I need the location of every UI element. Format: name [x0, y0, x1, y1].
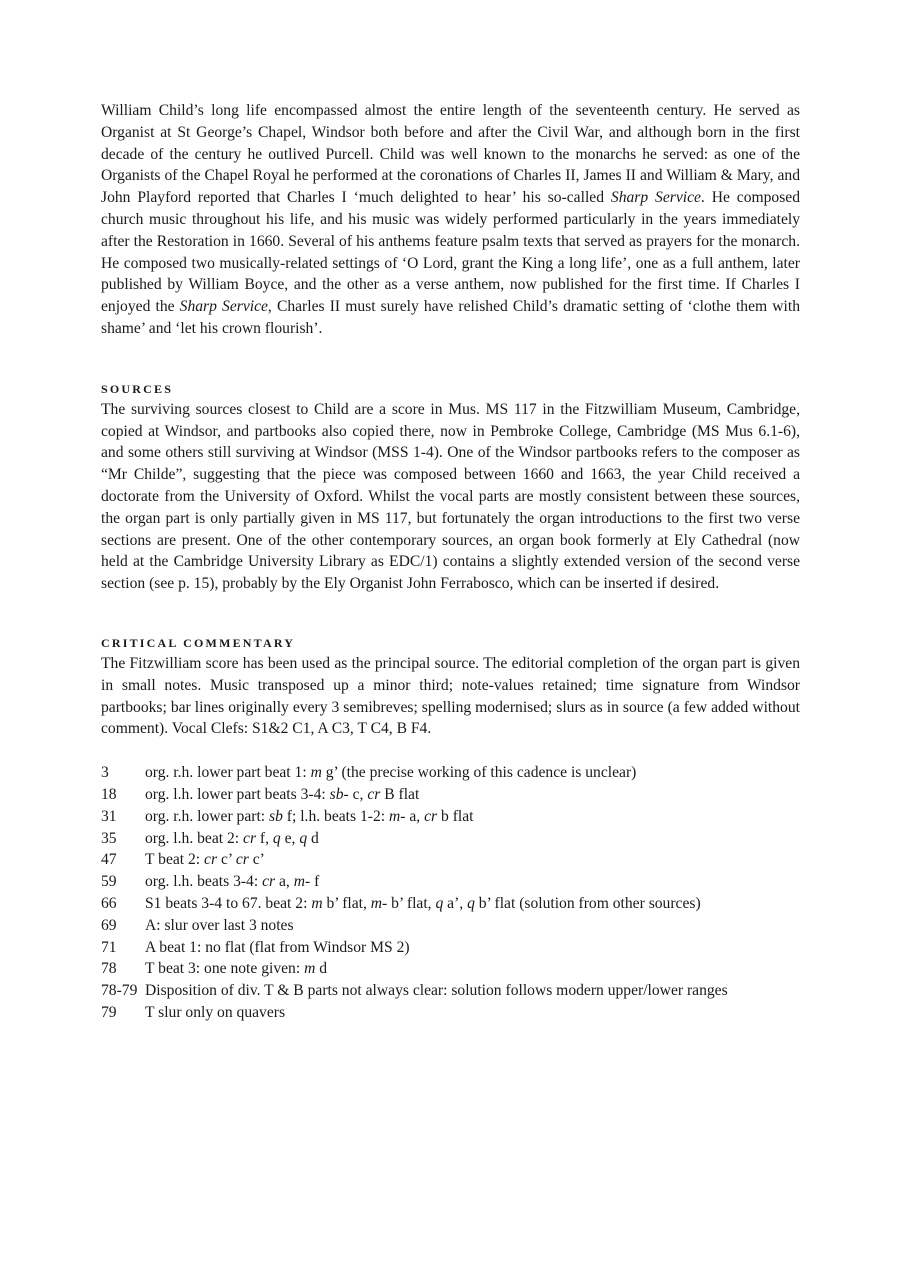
note-value-abbreviation: q — [435, 894, 444, 912]
commentary-entry — [101, 762, 800, 784]
commentary-note — [145, 784, 800, 806]
commentary-note — [145, 828, 800, 850]
commentary-note — [145, 1002, 800, 1024]
note-value-abbreviation: cr — [243, 829, 257, 847]
note-text: T beat 3: one note given: — [145, 960, 305, 978]
note-text: T beat 2: — [145, 851, 205, 869]
note-text: S1 beats 3-4 to 67. beat 2: — [145, 894, 312, 912]
note-value-abbreviation: sb- — [329, 785, 349, 803]
commentary-entry — [101, 915, 800, 937]
note-text: c’ — [248, 851, 265, 869]
note-text: T slur only on quavers — [145, 1003, 286, 1021]
intro-work-title-2: Sharp Service — [179, 298, 268, 316]
bar-number: 31 — [101, 807, 117, 825]
commentary-note — [145, 871, 800, 893]
bar-number: 69 — [101, 916, 117, 934]
note-value-abbreviation: m — [311, 894, 323, 912]
note-value-abbreviation: cr — [262, 873, 276, 891]
commentary-list — [101, 762, 800, 1024]
note-text: a, — [275, 873, 294, 891]
note-text: org. l.h. lower part beats 3-4: — [145, 785, 330, 803]
commentary-note — [145, 893, 800, 915]
note-value-abbreviation: q — [272, 829, 281, 847]
commentary-note — [145, 806, 800, 828]
bar-number: 79 — [101, 1003, 117, 1021]
note-text: org. l.h. beat 2: — [145, 829, 244, 847]
note-text: a, — [405, 807, 425, 825]
commentary-entry — [101, 784, 800, 806]
commentary-entry — [101, 1002, 800, 1024]
note-text: A beat 1: no flat (flat from Windsor MS 2) — [145, 938, 410, 956]
bar-number: 35 — [101, 829, 117, 847]
commentary-entry — [101, 893, 800, 915]
note-value-abbreviation: m — [304, 960, 316, 978]
note-text: f, — [256, 829, 273, 847]
note-value-abbreviation: cr — [204, 851, 218, 869]
bar-number: 78 — [101, 960, 117, 978]
intro-text-3: , Charles II must surely have relished Child’s dramatic setting of ‘clothe them with shame’ and ‘let his crown flourish’. — [101, 298, 800, 337]
sources-heading: SOURCES — [101, 381, 174, 396]
bar-number: 3 — [101, 764, 109, 782]
bar-number: 66 — [101, 894, 117, 912]
commentary-entry — [101, 849, 800, 871]
note-text: A: slur over last 3 notes — [145, 916, 294, 934]
commentary-note — [145, 849, 800, 871]
critical-commentary-heading: CRITICAL COMMENTARY — [101, 635, 296, 650]
commentary-entry — [101, 828, 800, 850]
note-text: org. l.h. beats 3-4: — [145, 873, 263, 891]
note-text: c’ — [217, 851, 236, 869]
note-text: B flat — [380, 785, 420, 803]
note-value-abbreviation: sb — [269, 807, 283, 825]
commentary-note — [145, 980, 800, 1002]
bar-number: 18 — [101, 785, 117, 803]
critical-commentary-paragraph: The Fitzwilliam score has been used as the principal source. The editorial completion of the organ part is given in small notes. Music transposed up a minor third; note-values retained; time signature from Windsor partbooks; bar lines originally every 3 semibreves; spelling modernised; slurs as in source (a few added without comment). Vocal Clefs: S1&2 C1, A C3, T C4, B F4. — [101, 654, 800, 738]
note-text: g’ (the precise working of this cadence is unclear) — [321, 764, 637, 782]
note-value-abbreviation: q — [467, 894, 475, 912]
commentary-note — [145, 762, 800, 784]
commentary-note — [145, 915, 800, 937]
commentary-entry — [101, 958, 800, 980]
note-value-abbreviation: m- — [389, 807, 406, 825]
note-text: a’, — [443, 894, 468, 912]
commentary-note — [145, 958, 800, 980]
note-value-abbreviation: q — [299, 829, 308, 847]
note-value-abbreviation: m- — [370, 894, 388, 912]
note-value-abbreviation: cr — [367, 785, 381, 803]
note-text: org. r.h. lower part beat 1: — [145, 764, 311, 782]
sources-paragraph: The surviving sources closest to Child are a score in Mus. MS 117 in the Fitzwilliam Museum, Cambridge, copied at Windsor, and partbooks also copied there, now in Pembroke College, Cambridge (MS Mus 6.1-6), and some others still surviving at Windsor (MSS 1-4). One of the Windsor partbooks refers to the composer as “Mr Childe”, suggesting that the piece was composed between 1660 and 1663, the year Child received a doctorate from the University of Oxford. Whilst the vocal parts are mostly consistent between these sources, the organ part is only partially given in MS 117, but fortunately the organ introductions to the first two verse sections are present. One of the other contemporary sources, an organ book formerly at Ely Cathedral (now held at the Cambridge University Library as EDC/1) contains a slightly extended version of the second verse section (see p. 15), probably by the Ely Organist John Ferrabosco, which can be inserted if desired. — [101, 400, 800, 593]
note-value-abbreviation: m- — [293, 873, 311, 891]
intro-text-2: . He composed church music throughout his life, and his music was widely performed particularly in the years immediately after the Restoration in 1660. Several of his anthems feature psalm texts that served as prayers for the monarch. He composed two musically-related settings of ‘O Lord, grant the King a long life’, one as a full anthem, later published by William Boyce, and the other as a verse anthem, now published for the first time. If Charles I enjoyed the — [101, 189, 801, 316]
intro-paragraph — [101, 100, 800, 340]
bar-number: 78-79 — [101, 982, 138, 1000]
commentary-entry — [101, 937, 800, 959]
bar-number: 59 — [101, 873, 117, 891]
commentary-entry — [101, 871, 800, 893]
commentary-entry — [101, 806, 800, 828]
note-text: b flat — [437, 807, 474, 825]
note-text: f; l.h. beats 1-2: — [282, 807, 389, 825]
note-text: e, — [280, 829, 300, 847]
note-text: d — [307, 829, 319, 847]
note-text: org. r.h. lower part: — [145, 807, 270, 825]
document-page — [101, 100, 800, 1024]
bar-number: 47 — [101, 851, 117, 869]
note-value-abbreviation: m — [310, 764, 322, 782]
note-value-abbreviation: cr — [235, 851, 249, 869]
note-text: c, — [348, 785, 368, 803]
bar-number: 71 — [101, 938, 117, 956]
intro-work-title-1: Sharp Service — [610, 189, 701, 207]
commentary-note — [145, 937, 800, 959]
note-text: d — [315, 960, 328, 978]
note-value-abbreviation: cr — [424, 807, 438, 825]
note-text: b’ flat, — [387, 894, 436, 912]
commentary-entry — [101, 980, 800, 1002]
intro-text-1: William Child’s long life encompassed almost the entire length of the seventeenth century. He served as Organist at St George’s Chapel, Windsor both before and after the Civil War, and although born in the first decade of the century he outlived Purcell. Child was well known to the monarchs he served: as one of the Organists of the Chapel Royal he performed at the coronations of Charles II, James II and William & Mary, and John Playford reported that Charles I ‘much delighted to hear’ his so-called — [101, 102, 800, 207]
note-text: f — [310, 873, 320, 891]
note-text: Disposition of div. T & B parts not always clear: solution follows modern upper/lower ranges — [145, 982, 728, 1000]
note-text: b’ flat, — [322, 894, 371, 912]
note-text: b’ flat (solution from other sources) — [474, 894, 701, 912]
